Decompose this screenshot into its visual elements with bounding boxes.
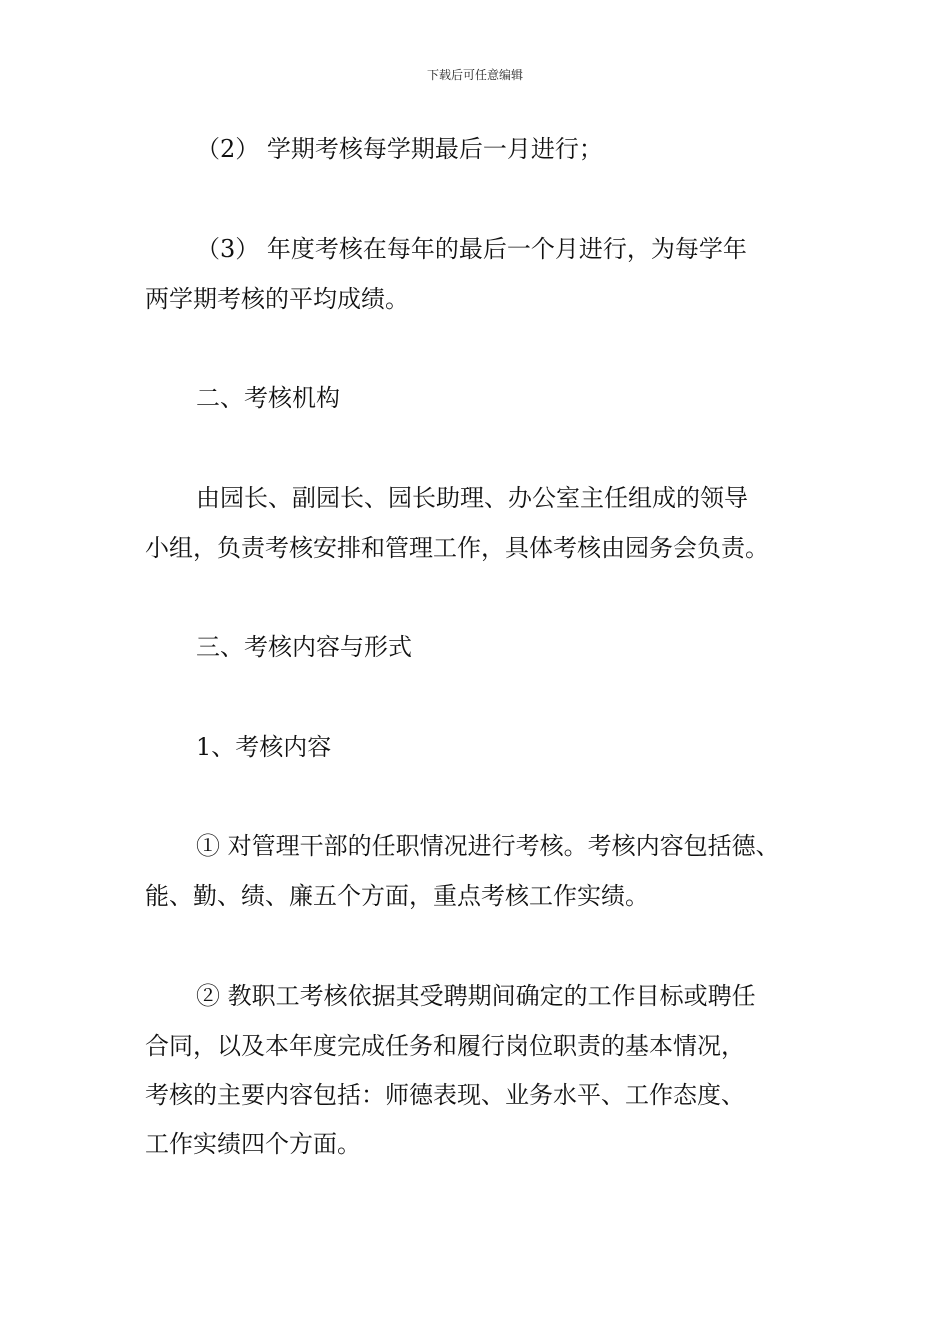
section-heading-content-form: 三、考核内容与形式 bbox=[196, 633, 412, 661]
paragraph-staff-assessment-line2: 合同，以及本年度完成任务和履行岗位职责的基本情况， bbox=[145, 1032, 745, 1060]
paragraph-staff-assessment-line4: 工作实绩四个方面。 bbox=[145, 1130, 361, 1158]
paragraph-annual-assessment-line1: （3） 年度考核在每年的最后一个月进行，为每学年 bbox=[196, 235, 747, 263]
paragraph-annual-assessment-line2: 两学期考核的平均成绩。 bbox=[145, 285, 409, 313]
paragraph-leadership-group-line2: 小组，负责考核安排和管理工作，具体考核由园务会负责。 bbox=[145, 534, 769, 562]
paragraph-cadre-assessment-line2: 能、勤、绩、廉五个方面，重点考核工作实绩。 bbox=[145, 882, 649, 910]
subheading-assessment-content: 1、考核内容 bbox=[196, 733, 332, 761]
paragraph-staff-assessment-line1: ② 教职工考核依据其受聘期间确定的工作目标或聘任 bbox=[196, 982, 756, 1010]
paragraph-staff-assessment-line3: 考核的主要内容包括：师德表现、业务水平、工作态度、 bbox=[145, 1081, 745, 1109]
paragraph-leadership-group-line1: 由园长、副园长、园长助理、办公室主任组成的领导 bbox=[196, 484, 748, 512]
page-header: 下载后可任意编辑 bbox=[426, 68, 523, 82]
section-heading-assessment-body: 二、考核机构 bbox=[196, 384, 340, 412]
paragraph-semester-assessment: （2） 学期考核每学期最后一月进行； bbox=[196, 135, 603, 163]
paragraph-cadre-assessment-line1: ① 对管理干部的任职情况进行考核。考核内容包括德、 bbox=[196, 832, 780, 860]
